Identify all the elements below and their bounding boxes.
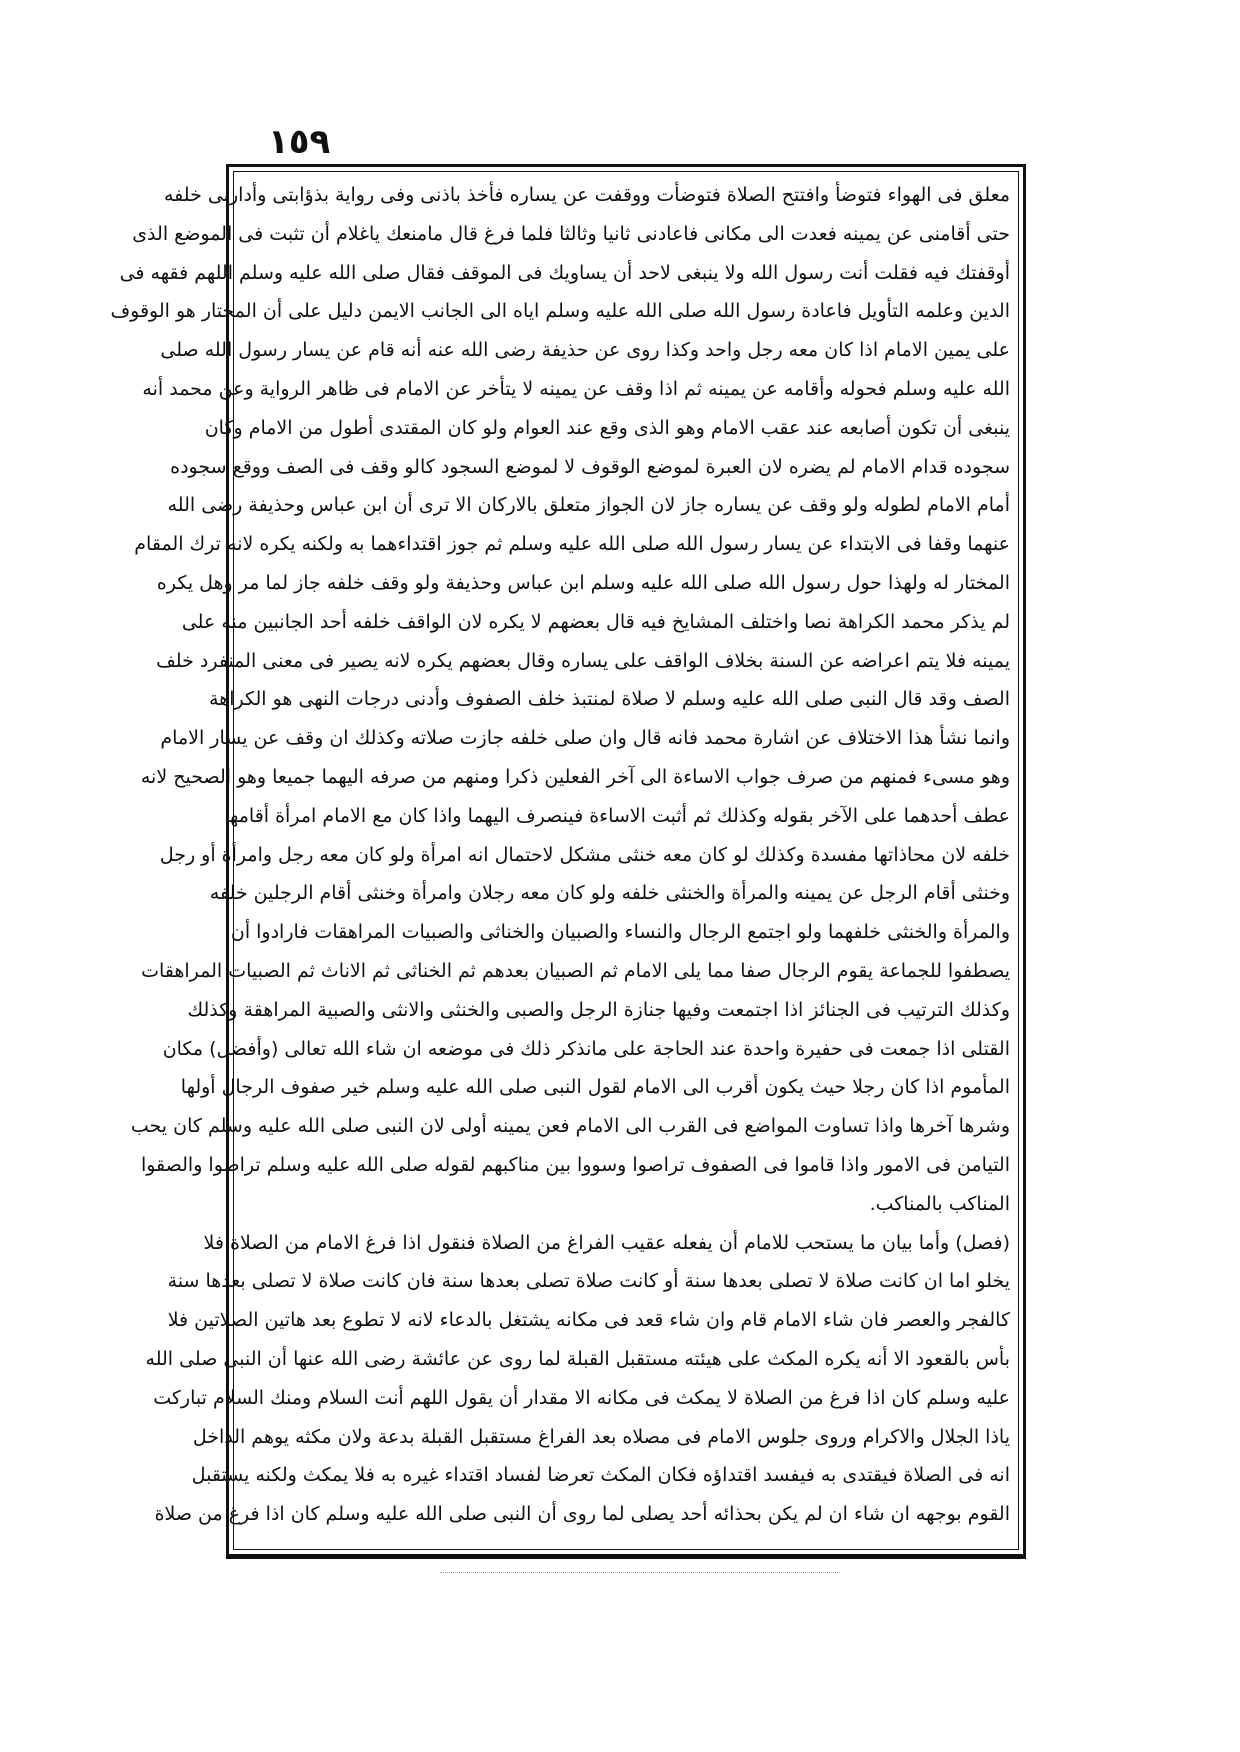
text-line: معلق فى الهواء فتوضأ وافتتح الصلاة فتوضأت ووقفت عن يساره فأخذ باذنى وفى رواية بذؤابتى وأدارنى خلفه <box>164 184 1010 206</box>
text-line: التيامن فى الامور واذا قاموا فى الصفوف تراصوا وسووا بين مناكبهم لقوله صلى الله عليه وسلم تراصوا والصقوا <box>140 1153 1010 1176</box>
text-line: حتى أقامنى عن يمينه فعدت الى مكانى فاعادنى ثانيا وثالثا فلما فرغ قال مامنعك ياغلام أن تثبت فى الموضع الذى <box>132 222 1010 245</box>
text-line: المختار له ولهذا حول رسول الله صلى الله عليه وسلم ابن عباس وحذيفة ولو وقف خلفه جاز لما مر وهل يكره <box>156 571 1010 594</box>
text-line: الصف وقد قال النبى صلى الله عليه وسلم لا صلاة لمنتبذ خلف الصفوف وأدنى درجات النهى هو الكراهة <box>209 688 1010 711</box>
text-line: وانما نشأ هذا الاختلاف عن اشارة محمد فانه قال وان صلى خلفه جازت صلاته وكذلك ان وقف عن يسار الامام <box>160 727 1010 750</box>
text-line: يمينه فلا يتم اعراضه عن السنة بخلاف الواقف على يساره وقال بعضهم يكره لانه يصير فى معنى المنفرد خلف <box>156 649 1010 672</box>
text-line: خلفه لان محاذاتها مفسدة وكذلك لو كان معه خنثى مشكل لاحتمال انه امرأة ولو كان معه رجل وامرأة أو رجل <box>159 843 1010 866</box>
text-line: أمام الامام لطوله ولو وقف عن يساره جاز لان الجواز متعلق بالاركان الا ترى أن ابن عباس وحذيفة رضى الله <box>167 494 1010 517</box>
page-number: ١٥٩ <box>268 122 331 162</box>
text-line: والمرأة والخنثى خلفهما ولو اجتمع الرجال والنساء والصبيان والخناثى والصبيات المراهقات فارادوا أن <box>230 921 1010 944</box>
text-line: يخلو اما ان كانت صلاة لا تصلى بعدها سنة أو كانت صلاة تصلى بعدها سنة فان كانت صلاة لا تصلى بعدها سنة <box>167 1270 1010 1293</box>
text-frame <box>110 171 1019 1550</box>
text-line: وهو مسىء فمنهم من صرف جواب الاساءة الى آخر الفعلين ذكرا ومنهم من صرفه اليهما جميعا وهو الصحيح لانه <box>140 765 1010 788</box>
text-line: يصطفوا للجماعة يقوم الرجال صفا مما يلى الامام ثم الصبيان بعدهم ثم الخناثى ثم الاناث ثم الصبيات المراهقات <box>141 959 1010 982</box>
bottom-rule <box>226 1557 1026 1559</box>
text-line: المناكب بالمناكب. <box>869 1192 1010 1215</box>
text-line: انه فى الصلاة فيقتدى به فيفسد اقتداؤه فكان المكث تعرضا لفساد اقتداء غيره به فلا يمكث ولكنه يستقبل <box>191 1464 1010 1487</box>
text-line: أوقفتك فيه فقلت أنت رسول الله ولا ينبغى لاحد أن يساويك فى الموقف فقال صلى الله عليه وسلم اللهم فقهه فى <box>119 261 1010 284</box>
text-line: بأس بالقعود الا أنه يكره المكث على هيئته مستقبل القبلة لما روى عن عائشة رضى الله عنها أن النبى صلى الله <box>145 1347 1010 1370</box>
dotted-rule <box>440 1572 840 1573</box>
text-line: سجوده قدام الامام لم يضره لان العبرة لموضع الوقوف لا لموضع السجود كالو وقف فى الصف ووقع سجوده <box>170 455 1010 478</box>
text-line: عنهما وقفا فى الابتداء عن يسار رسول الله صلى الله عليه وسلم ثم جوز اقتداءهما به ولكنه يكره لانه ترك المقام <box>134 533 1010 556</box>
text-line: وشرها آخرها واذا تساوت المواضع فى القرب الى الامام فعن يمينه أولى لان النبى صلى الله عليه وسلم كان يحب <box>130 1115 1010 1138</box>
text-line: الدين وعلمه التأويل فاعادة رسول الله صلى الله عليه وسلم اياه الى الجانب الايمن دليل على أن المختار هو الوقوف <box>110 300 1010 323</box>
text-line: الله عليه وسلم فحوله وأقامه عن يمينه ثم اذا وقف عن يمينه لا يتأخر عن الامام فى ظاهر الرواية وعن محمد أنه <box>142 377 1010 400</box>
text-line: (فصل) وأما بيان ما يستحب للامام أن يفعله عقيب الفراغ من الصلاة فنقول اذا فرغ الامام من الصلاة فلا <box>203 1231 1010 1254</box>
text-line: كالفجر والعصر فان شاء الامام قام وان شاء قعد فى مكانه يشتغل بالدعاء لانه لا تطوع بعد هاتين الصلاتين فلا <box>167 1309 1010 1332</box>
text-line: المأموم اذا كان رجلا حيث يكون أقرب الى الامام لقول النبى صلى الله عليه وسلم خير صفوف الرجال أولها <box>180 1076 1010 1099</box>
text-line: وخنثى أقام الرجل عن يمينه والمرأة والخنثى خلفه ولو كان معه رجلان وامرأة وخنثى أقام الرجلين خلفه <box>209 882 1010 905</box>
text-line: عليه وسلم كان اذا فرغ من الصلاة لا يمكث فى مكانه الا مقدار أن يقول اللهم أنت السلام ومنك السلام تباركت <box>153 1386 1010 1409</box>
text-line: ياذا الجلال والاكرام وروى جلوس الامام فى مصلاه بعد الفراغ مستقبل القبلة بدعة ولان مكثه يوهم الداخل <box>192 1425 1010 1448</box>
text-line: القتلى اذا جمعت فى حفيرة واحدة عند الحاجة على مانذكر ذلك فى موضعه ان شاء الله تعالى (وأفضل) مكان <box>162 1037 1010 1060</box>
text-line: لم يذكر محمد الكراهة نصا واختلف المشايخ فيه قال بعضهم لا يكره لان الواقف خلفه أحد الجانبين منه على <box>181 610 1010 633</box>
text-line: عطف أحدهما على الآخر بقوله وكذلك ثم أثبت الاساءة فينصرف اليهما واذا كان مع الامام امرأة أقامها <box>224 804 1010 827</box>
text-line: وكذلك الترتيب فى الجنائز اذا اجتمعت وفيها جنازة الرجل والصبى والخنثى والانثى والصبية المراهقة وكذلك <box>187 998 1010 1021</box>
main-text <box>110 176 1010 1534</box>
text-line: على يمين الامام اذا كان معه رجل واحد وكذا روى عن حذيفة رضى الله عنه أنه قام عن يسار رسول الله صلى <box>160 339 1010 362</box>
text-line: ينبغى أن تكون أصابعه عند عقب الامام وهو الذى وقع عند العوام ولو كان المقتدى أطول من الامام وكان <box>204 416 1010 439</box>
text-line: القوم بوجهه ان شاء ان لم يكن بحذائه أحد يصلى لما روى أن النبى صلى الله عليه وسلم كان اذا فرغ من صلاة <box>154 1503 1010 1526</box>
